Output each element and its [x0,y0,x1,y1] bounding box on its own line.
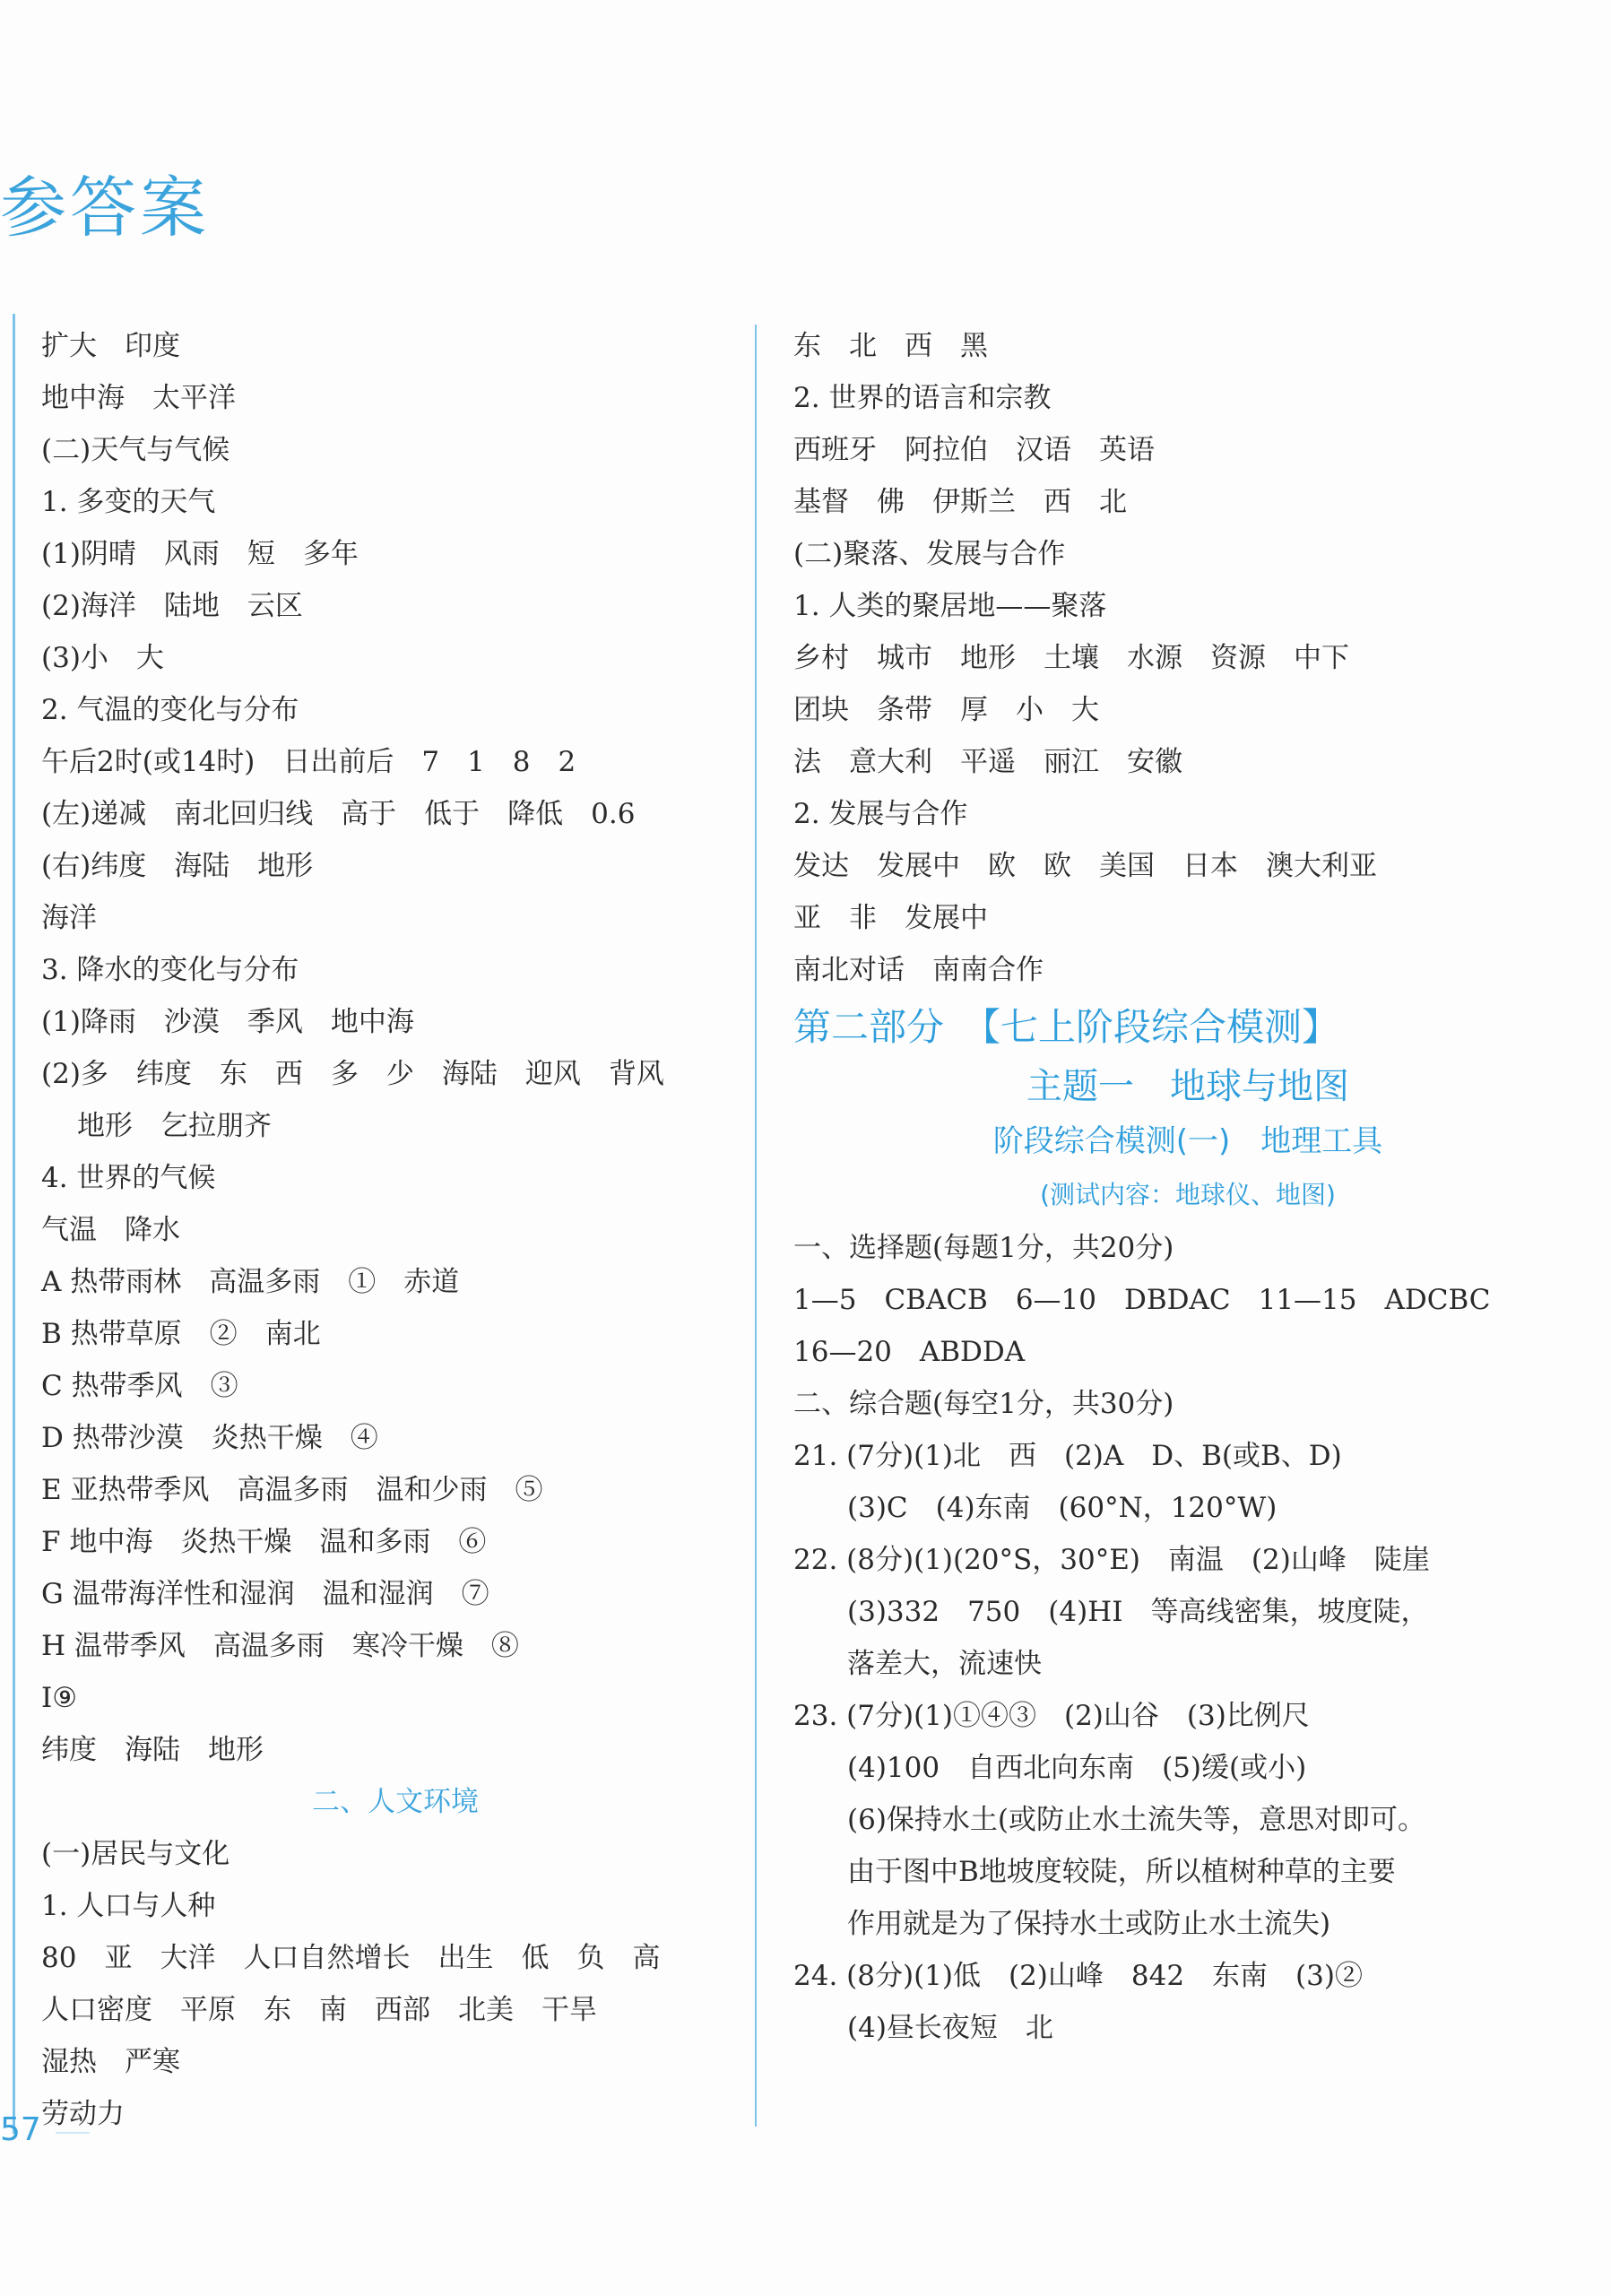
answer-line: (二)天气与气候 [41,434,230,466]
section-heading: 二、人文环境 [312,1786,479,1818]
answer-line: (二)聚落、发展与合作 [793,538,1066,570]
answer-line: (右)纬度 海陆 地形 [41,850,314,882]
answer-line: 1. 人类的聚居地——聚落 [793,590,1107,622]
right-answer-column [793,320,1582,2054]
answer-line: 海洋 [41,902,97,934]
answer-line: 2. 气温的变化与分布 [41,694,299,726]
left-margin-rule [13,314,15,2134]
answer-line: 由于图中B地坡度较陡，所以植树种草的主要 [847,1856,1396,1888]
answer-line: 2. 世界的语言和宗教 [793,382,1052,414]
answer-line: C 热带季风 ③ [41,1370,238,1402]
answer-line: H 温带季风 高温多雨 寒冷干燥 ⑧ [41,1630,519,1662]
answer-line: 作用就是为了保持水土或防止水土流失) [847,1908,1331,1940]
answer-line: 亚 非 发展中 [793,902,988,934]
answer-line: 法 意大利 平遥 丽江 安徽 [793,746,1182,778]
theme-heading: 主题一 地球与地图 [1026,1066,1349,1107]
test-heading: 阶段综合模测(一) 地理工具 [992,1123,1383,1159]
answer-line: B 热带草原 ② 南北 [41,1318,321,1350]
answer-line: 4. 世界的气候 [41,1162,216,1194]
test-content-note: (测试内容：地球仪、地图) [1040,1180,1336,1209]
answer-line: 一、选择题(每题1分，共20分) [793,1232,1174,1264]
answer-line: 午后2时(或14时) 日出前后 7 1 8 2 [41,746,576,778]
answer-line: 1. 人口与人种 [41,1890,216,1922]
answer-line: 21. (7分)(1)北 西 (2)A D、B(或B、D) [793,1440,1342,1472]
answer-line: 落差大，流速快 [847,1648,1042,1680]
answer-line: 湿热 严寒 [41,2046,180,2078]
answer-line: 东 北 西 黑 [793,330,988,362]
answer-line: (2)多 纬度 东 西 多 少 海陆 迎风 背风 [41,1058,664,1090]
answer-line: 基督 佛 伊斯兰 西 北 [793,486,1127,518]
answer-line: 扩大 印度 [41,330,180,362]
page-number: 57 [0,2111,41,2148]
part-heading: 第二部分 【七上阶段综合模测】 [793,1005,1340,1049]
answer-line: 地中海 太平洋 [41,382,236,414]
answer-line: (3)332 750 (4)HI 等高线密集，坡度陡， [847,1596,1429,1628]
answer-line: 1. 多变的天气 [41,486,216,518]
answer-line: 16—20 ABDDA [793,1336,1026,1368]
answer-line: 3. 降水的变化与分布 [41,954,299,986]
answer-line: E 亚热带季风 高温多雨 温和少雨 ⑤ [41,1474,543,1506]
answer-line: 地形 乞拉朋齐 [77,1110,272,1142]
answer-line: (6)保持水土(或防止水土流失等，意思对即可。 [847,1804,1426,1836]
answer-line: 23. (7分)(1)①④③ (2)山谷 (3)比例尺 [793,1700,1310,1732]
page-title: 参答案 [0,169,210,247]
answer-line: (一)居民与文化 [41,1838,230,1870]
answer-line: (4)100 自西北向东南 (5)缓(或小) [847,1752,1307,1784]
answer-line: 乡村 城市 地形 土壤 水源 资源 中下 [793,642,1349,674]
answer-line: 人口密度 平原 东 南 西部 北美 干旱 [41,1994,597,2026]
answer-line: D 热带沙漠 炎热干燥 ④ [41,1422,378,1454]
answer-line: 80 亚 大洋 人口自然增长 出生 低 负 高 [41,1942,661,1974]
answer-line: F 地中海 炎热干燥 温和多雨 ⑥ [41,1526,487,1558]
answer-line: 西班牙 阿拉伯 汉语 英语 [793,434,1155,466]
answer-line: 22. (8分)(1)(20°S，30°E) 南温 (2)山峰 陡崖 [793,1544,1430,1576]
answer-line: A 热带雨林 高温多雨 ① 赤道 [41,1266,460,1298]
page-number-rule [56,2132,90,2134]
answer-line: 二、综合题(每空1分，共30分) [793,1388,1174,1420]
answer-line: 团块 条带 厚 小 大 [793,694,1099,726]
column-divider [755,325,757,2127]
answer-line: I⑨ [41,1682,78,1714]
answer-line: (左)递减 南北回归线 高于 低于 降低 0.6 [41,798,636,830]
answer-line: (3)C (4)东南 (60°N，120°W) [847,1492,1278,1524]
answer-line: (4)昼长夜短 北 [847,2012,1053,2044]
answer-line: 南北对话 南南合作 [793,954,1044,986]
answer-line: 劳动力 [41,2098,125,2130]
answer-line: (3)小 大 [41,642,164,674]
answer-line: (2)海洋 陆地 云区 [41,590,303,622]
answer-line: 气温 降水 [41,1214,180,1246]
answer-line: 发达 发展中 欧 欧 美国 日本 澳大利亚 [793,850,1377,882]
answer-line: 2. 发展与合作 [793,798,968,830]
answer-line: (1)阴晴 风雨 短 多年 [41,538,359,570]
answer-line: 1—5 CBACB 6—10 DBDAC 11—15 ADCBC [793,1284,1491,1316]
left-answer-column [41,320,749,2140]
answer-line: G 温带海洋性和湿润 温和湿润 ⑦ [41,1578,489,1610]
answer-line: 纬度 海陆 地形 [41,1734,264,1766]
answer-line: 24. (8分)(1)低 (2)山峰 842 东南 (3)② [793,1960,1363,1992]
answer-line: (1)降雨 沙漠 季风 地中海 [41,1006,414,1038]
